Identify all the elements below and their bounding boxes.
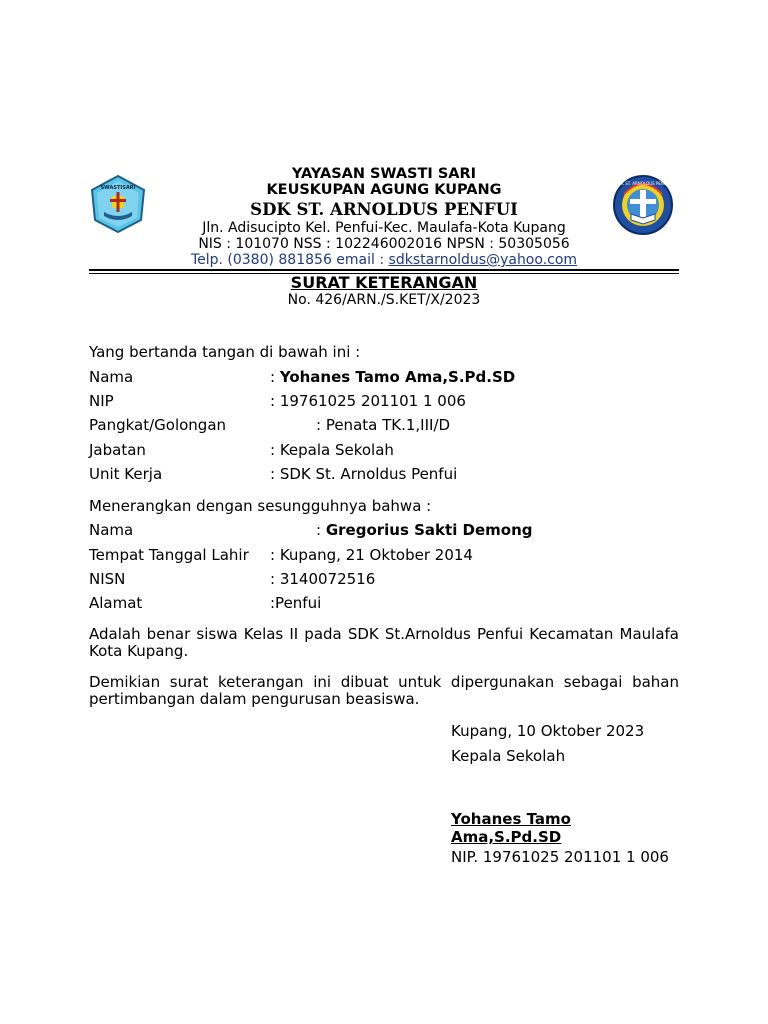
- signer-nip-label: NIP: [89, 392, 114, 410]
- document-number: No. 426/ARN./S.KET/X/2023: [287, 292, 481, 308]
- signer-position-value: : Kepala Sekolah: [270, 441, 394, 459]
- student-birth-value: : Kupang, 21 Oktober 2014: [270, 546, 473, 564]
- place-date: Kupang, 10 Oktober 2023: [451, 722, 645, 740]
- signer-name-value: : Yohanes Tamo Ama,S.Pd.SD: [270, 368, 516, 386]
- student-address-label: Alamat: [89, 594, 143, 612]
- document-title: SURAT KETERANGAN: [290, 273, 478, 292]
- student-address-value: :Penfui: [270, 594, 322, 612]
- signer-unit-label: Unit Kerja: [89, 465, 163, 483]
- statement-text: Menerangkan dengan sesungguhnya bahwa :: [89, 497, 432, 515]
- signer-rank-label: Pangkat/Golongan: [89, 416, 227, 434]
- intro-text: Yang bertanda tangan di bawah ini :: [89, 343, 361, 361]
- student-nisn-label: NISN: [89, 570, 126, 588]
- signer-nip-value: : 19761025 201101 1 006: [270, 392, 466, 410]
- archdiocese-name: KEUSKUPAN AGUNG KUPANG: [266, 182, 502, 198]
- student-name-label: Nama: [89, 521, 134, 539]
- school-ids: NIS : 101070 NSS : 102246002016 NPSN : 50305056: [198, 236, 570, 252]
- email-link[interactable]: sdkstarnoldus@yahoo.com: [388, 252, 578, 268]
- confirmation-paragraph: Adalah benar siswa Kelas II pada SDK St.Arnoldus Penfui Kecamatan Maulafa Kota Kupang.: [89, 625, 679, 660]
- signer-name-bold: Yohanes Tamo Ama,S.Pd.SD: [279, 368, 516, 386]
- contact-line: [150, 252, 618, 268]
- student-name-value: : Gregorius Sakti Demong: [316, 521, 533, 539]
- signer-nip: NIP. 19761025 201101 1 006: [451, 848, 669, 866]
- signer-name: Yohanes Tamo Ama,S.Pd.SD: [451, 810, 571, 846]
- signer-position: Kepala Sekolah: [451, 747, 566, 765]
- signer-name-label: Nama: [89, 368, 134, 386]
- signer-position-label: Jabatan: [89, 441, 146, 459]
- svg-text:SDK ST. ARNOLDUS PENFUI: SDK ST. ARNOLDUS PENFUI: [615, 181, 671, 186]
- student-nisn-value: : 3140072516: [270, 570, 376, 588]
- phone-text: Telp. (0380) 881856 email :: [190, 252, 389, 268]
- student-birth-label: Tempat Tanggal Lahir: [89, 546, 249, 564]
- school-address: Jln. Adisucipto Kel. Penfui-Kec. Maulafa-Kota Kupang: [202, 220, 566, 236]
- letterhead-rule-thick: [89, 269, 679, 271]
- closing-paragraph: Demikian surat keterangan ini dibuat untuk dipergunakan sebagai bahan pertimbangan dalam pengurusan beasiswa.: [89, 673, 679, 708]
- signer-unit-value: : SDK St. Arnoldus Penfui: [270, 465, 458, 483]
- school-name: SDK ST. ARNOLDUS PENFUI: [250, 200, 518, 219]
- student-name-bold: Gregorius Sakti Demong: [325, 521, 533, 539]
- signer-rank-value: : Penata TK.1,III/D: [316, 416, 451, 434]
- foundation-name: YAYASAN SWASTI SARI: [291, 166, 477, 182]
- svg-text:SWASTISARI: SWASTISARI: [100, 185, 136, 191]
- school-logo: [612, 174, 674, 236]
- swastisari-logo: [89, 174, 147, 234]
